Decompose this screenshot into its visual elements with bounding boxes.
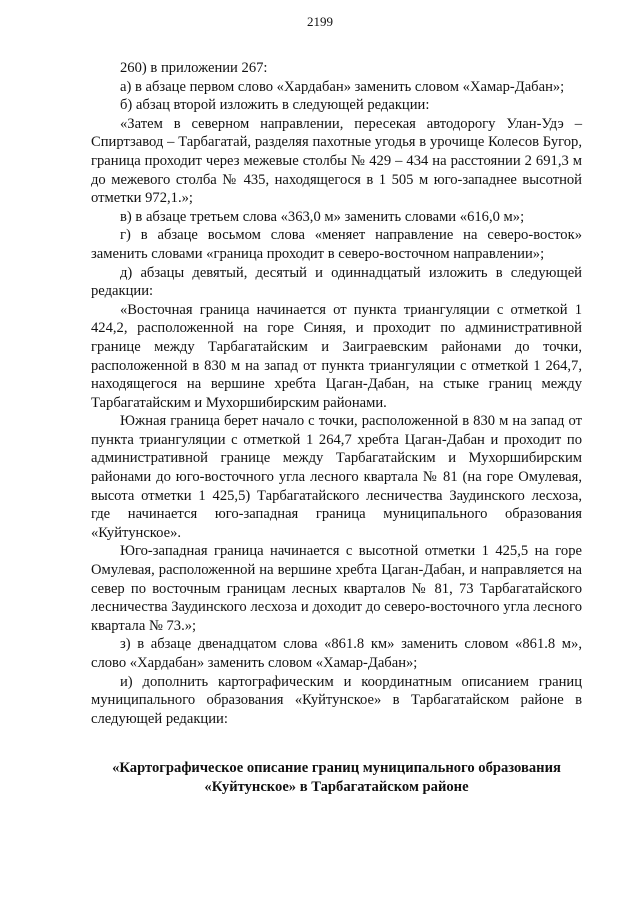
paragraph-southwest-border: Юго-западная граница начинается с высотной отметки 1 425,5 на горе Омулевая, расположенной на вершине хребта Цаган-Дабан, и направляется на север по восточным границам лесных кварталов № 81, 73 Тарбагатайского лесничества Заудинского лесхоза и доходит до северо-восточного угла лесного квартала № 73.»; [91,543,582,634]
paragraph-subitem-z: з) в абзаце двенадцатом слова «861.8 км» заменить словом «861.8 м», слово «Хардабан» заменить словом «Хамар-Дабан»; [91,636,582,671]
section-heading-line-2: «Куйтунское» в Тарбагатайском районе [204,779,469,796]
paragraph-subitem-a: а) в абзаце первом слово «Хардабан» заменить словом «Хамар-Дабан»; [120,78,565,95]
page-number: 2199 [307,14,333,29]
paragraph-quote-north: «Затем в северном направлении, пересекая автодорогу Улан-Удэ – Спиртзавод – Тарбагатай, разделяя пахотные угодья в урочище Колесов Бугор, граница проходит через межевые столбы № 429 – 434 на расстоянии 2 691,3 м до межевого столба № 435, находящегося в 1 505 м юго-западнее высотной отметки 972,1.»; [91,115,582,207]
paragraph-subitem-g: г) в абзаце восьмом слова «меняет направление на северо-восток» заменить словами «граница проходит в северо-восточном направлении»; [91,227,582,262]
paragraph-subitem-b: б) абзац второй изложить в следующей редакции: [120,97,430,114]
paragraph-item-260: 260) в приложении 267: [120,60,268,76]
paragraph-subitem-v: в) в абзаце третьем слова «363,0 м» заменить словами «616,0 м»; [120,208,525,225]
paragraph-subitem-i: и) дополнить картографическим и координатным описанием границ муниципального образования «Куйтунское» в Тарбагатайском районе в следующей редакции: [91,673,582,727]
section-heading-line-1: «Картографическое описание границ муниципального образования [112,760,561,777]
paragraph-east-border: «Восточная граница начинается от пункта триангуляции с отметкой 1 424,2, расположенной на горе Синяя, и проходит по административной границе между Тарбагатайским и Заиграевским районами до точки, расположенной в 830 м на запад от пункта триангуляции с отметкой 1 264,7, находящегося на вершине хребта Цаган-Дабан, на стыке границ между Тарбагатайским и Мухоршибирским районами. [91,301,582,411]
section-heading [91,759,582,797]
document-body [91,59,582,797]
paragraph-south-border: Южная граница берет начало с точки, расположенной в 830 м на запад от пункта триангуляции с отметкой 1 264,7 хребта Цаган-Дабан и проходит по административной границе между Тарбагатайским и Мухоршибирским районами до юго-восточного угла лесного квартала № 81 (на горе Омулевая, высота отметки 1 425,5) Тарбагатайского лесничества Заудинского лесхоза, где начинается юго-западная граница муниципального образования «Куйтунское». [91,413,582,541]
paragraph-subitem-d: д) абзацы девятый, десятый и одиннадцатый изложить в следующей редакции: [91,264,582,300]
